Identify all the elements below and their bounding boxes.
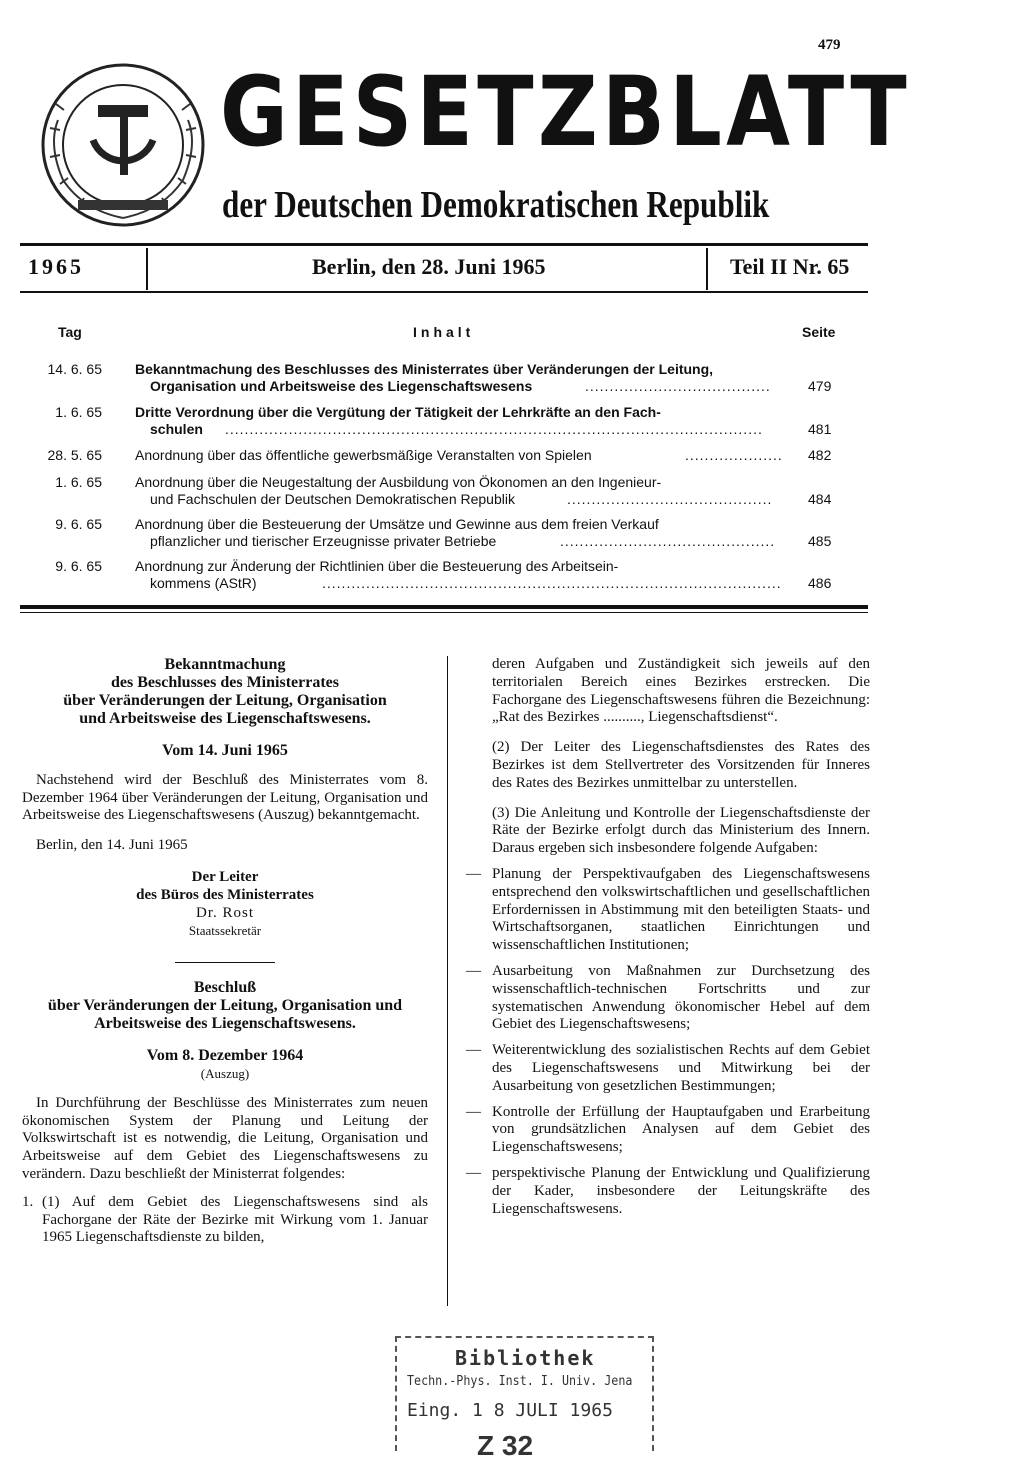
task-item: — Kontrolle der Erfüllung der Hauptaufgaben und Erarbeitung von grundsätzlichen Analysen auf dem Gebiet des Liegenschaftswesens; (466, 1104, 870, 1157)
signature-title: Staatssekretär (188, 923, 262, 939)
issue-year: 1965 (28, 254, 84, 279)
toc-entry-line: Anordnung zur Änderung der Richtlinien über die Besteuerung des Arbeitsein- (135, 558, 619, 574)
left-column (22, 656, 428, 1247)
toc-entry-line: pflanzlicher und tierischer Erzeugnisse privater Betriebe (150, 533, 497, 549)
toc-entry-line: Anordnung über die Neugestaltung der Ausbildung von Ökonomen an den Ingenieur- (135, 474, 662, 490)
right-para-3: (3) Die Anleitung und Kontrolle der Liegenschaftsdienste der Räte der Bezirke erfolgt durch das Ministerium des Innern. Daraus ergeben sich insbesondere folgende Aufgaben: (492, 804, 870, 857)
header-divider-left (146, 248, 148, 290)
announcement-place-date: Berlin, den 14. Juni 1965 (36, 837, 188, 854)
right-para-1: deren Aufgaben und Zuständigkeit sich jeweils auf den territorialen Bereich eines Bezirkes erstrecken. Die Fachorgane des Liegenschaftswesens führen die Bezeichnung: „Rat des Bezirkes .........., Liegenschaftsdienst“. (492, 656, 870, 726)
decision-item-text: (1) Auf dem Gebiet des Liegenschaftswesens sind als Fachorgane der Räte der Bezirke mit Wirkung vom 1. Januar 1965 Liegenschaftsdienste zu bilden, (42, 1193, 428, 1246)
announcement-body: Nachstehend wird der Beschluß des Ministerrates vom 8. Dezember 1964 über Veränderungen der Leitung, Organisation und Arbeitsweise des Liegenschaftswesens (Auszug) bekanntgemacht. (22, 771, 428, 824)
decision-intro: In Durchführung der Beschlüsse des Ministerrates zum neuen ökonomischen System der Planung und Leitung der Volkswirtschaft ist es notwendig, die Leitung, Organisation und Arbeitsweise auf dem Gebiet des Liegenschaftswesens zu verändern. Dazu beschließt der Ministerrat folgendes: (22, 1094, 428, 1182)
masthead-title: GESETZBLATT (220, 56, 912, 168)
decision-title (22, 979, 428, 1033)
toc-entry-line: Bekanntmachung des Beschlusses des Ministerrates über Veränderungen der Leitung, (135, 361, 714, 377)
task-item: — Weiterentwicklung des sozialistischen Rechts auf dem Gebiet des Liegenschaftswesens und Mitwirkung bei der Ausarbeitung von gesetzlichen Bestimmungen; (466, 1042, 870, 1095)
header-bottom-rule (20, 291, 868, 293)
toc-entry-line: Organisation und Arbeitsweise des Liegenschaftswesens (150, 378, 533, 394)
task-item: — Planung der Perspektivaufgaben des Liegenschaftswesens entsprechend den volkswirtschaftlichen und gesellschaftlichen Erfordernissen in Abstimmung mit den beteiligten Staats- und Wirtschaftsorganen, staatlichen Einrichtungen und wissenschaftlichen Institutionen; (466, 866, 870, 955)
announcement-title (22, 656, 428, 728)
toc-entry-page: 484 (808, 491, 832, 507)
toc-entry-page: 481 (808, 421, 832, 437)
toc-entry-date: 28. 5. 65 (47, 447, 102, 463)
toc-entry-page: 486 (808, 575, 832, 591)
toc-entry-page: 482 (808, 447, 832, 463)
announcement-title-line: Bekanntmachung (164, 656, 286, 673)
toc-entry-date: 9. 6. 65 (55, 516, 102, 532)
announcement-date: Vom 14. Juni 1965 (162, 742, 288, 759)
gdr-state-emblem-icon (38, 60, 208, 230)
stamp-line: Techn.-Phys. Inst. I. Univ. Jena (407, 1374, 633, 1389)
toc-entry-date: 9. 6. 65 (55, 558, 102, 574)
column-divider (447, 656, 448, 1306)
toc-entry-line: Anordnung über die Besteuerung der Umsätze und Gewinne aus dem freien Verkauf (135, 516, 659, 532)
announcement-title-line: über Veränderungen der Leitung, Organisation (63, 692, 387, 709)
signature-name: Dr. Rost (195, 904, 254, 921)
signature-line: Der Leiter (191, 868, 259, 885)
toc-entry-line: schulen (150, 421, 203, 437)
right-para-2: (2) Der Leiter des Liegenschaftsdienstes des Rates des Bezirkes ist dem Stellvertreter des Vorsitzenden für Inneres des Rates des Bezirkes unmittelbar zu unterstellen. (492, 739, 870, 791)
stamp-line: Z 32 (477, 1430, 534, 1461)
decision-item-number: 1. (22, 1193, 34, 1210)
section-separator (175, 962, 275, 963)
stamp-line: Eing. 1 8 JULI 1965 (407, 1400, 613, 1421)
toc-entry-line: und Fachschulen der Deutschen Demokratischen Republik (150, 491, 515, 507)
toc-header-page: Seite (802, 324, 836, 340)
header-top-rule (20, 243, 868, 246)
announcement-title-line: und Arbeitsweise des Liegenschaftswesens. (79, 710, 371, 727)
header-divider-right (706, 248, 708, 290)
toc-header-content: Inhalt (413, 324, 475, 340)
decision-note: (Auszug) (200, 1065, 250, 1081)
toc-entry-page: 479 (808, 378, 832, 394)
stamp-line: Bibliothek (455, 1346, 596, 1370)
right-column (466, 656, 870, 1218)
toc-bottom-rule-thin (20, 612, 868, 613)
page-number: 479 (818, 37, 841, 53)
decision-title-line: Arbeitsweise des Liegenschaftswesens. (94, 1015, 356, 1033)
toc-entry-date: 1. 6. 65 (55, 474, 102, 490)
toc-entry-line: kommens (AStR) (150, 575, 257, 591)
task-list (466, 866, 870, 1218)
announcement-title-line: des Beschlusses des Ministerrates (111, 674, 339, 691)
masthead-subtitle: der Deutschen Demokratischen Republik (222, 184, 770, 226)
toc-entry-page: 485 (808, 533, 832, 549)
toc-entry-date: 1. 6. 65 (55, 404, 102, 420)
issue-place-date: Berlin, den 28. Juni 1965 (312, 254, 546, 279)
issue-part: Teil II Nr. 65 (730, 254, 850, 279)
task-item: — perspektivische Planung der Entwicklung und Qualifizierung der Kader, insbesondere der Leitungskräfte des Liegenschaftswesens. (466, 1165, 870, 1218)
signature-line: des Büros des Ministerrates (136, 886, 314, 903)
signature-block (22, 869, 428, 940)
decision-date: Vom 8. Dezember 1964 (146, 1047, 304, 1065)
decision-title-line: Beschluß (193, 979, 257, 997)
decision-item-1 (22, 1194, 428, 1247)
decision-title-line: über Veränderungen der Leitung, Organisation und (47, 997, 403, 1015)
task-item: — Ausarbeitung von Maßnahmen zur Durchsetzung des wissenschaftlich-technischen Fortschritts und zur systematischen Anwendung ökonomischer Hebel auf dem Gebiet des Liegenschaftswesens; (466, 963, 870, 1034)
library-stamp (395, 1336, 654, 1461)
toc-header-date: Tag (58, 324, 82, 340)
toc-bottom-rule-thick (20, 605, 868, 609)
toc-entry-line: Dritte Verordnung über die Vergütung der Tätigkeit der Lehrkräfte an den Fach- (135, 404, 661, 420)
toc-entry-line: Anordnung über das öffentliche gewerbsmäßige Veranstalten von Spielen (135, 447, 592, 463)
toc-entry-date: 14. 6. 65 (47, 361, 102, 377)
